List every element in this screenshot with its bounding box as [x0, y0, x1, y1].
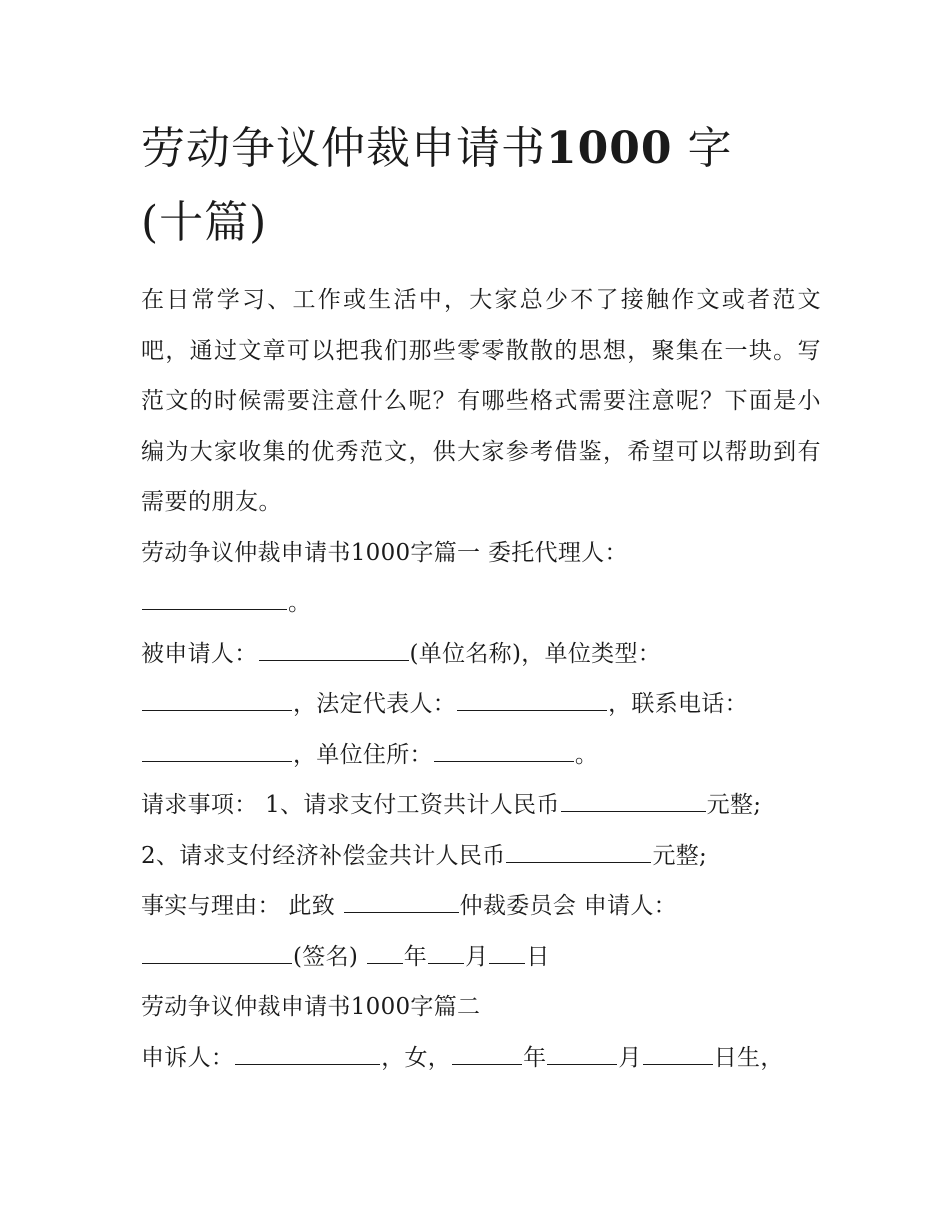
title-text: 劳动争议仲裁申请书: [141, 123, 546, 174]
claim2-line: [141, 831, 821, 882]
legal-rep-line: [141, 679, 821, 730]
title-suffix: 字: [687, 123, 733, 174]
birth-day-blank[interactable]: [643, 1046, 713, 1065]
signature-label: (签名): [293, 943, 359, 970]
month-blank[interactable]: [428, 945, 464, 964]
day-label: 日: [526, 943, 550, 970]
title-subtitle: (十篇): [141, 197, 268, 248]
phone-blank[interactable]: [142, 743, 292, 762]
facts-label: 事实与理由： 此致: [141, 893, 336, 919]
agent-line: [141, 578, 821, 629]
unit-type-blank[interactable]: [142, 692, 292, 711]
committee-blank[interactable]: [344, 894, 459, 913]
address-label: ，单位住所：: [293, 741, 433, 768]
respondent-label: 被申请人：: [141, 640, 258, 667]
address-end: 。: [574, 741, 599, 768]
respondent-blank[interactable]: [259, 642, 409, 661]
signature-blank[interactable]: [142, 945, 292, 964]
address-blank[interactable]: [434, 743, 574, 762]
section1-heading: 劳动争议仲裁申请书1000字篇一 委托代理人：: [141, 539, 628, 566]
document-body: [141, 275, 821, 1083]
compensation-amount-blank[interactable]: [506, 844, 651, 863]
wage-amount-blank[interactable]: [561, 793, 706, 812]
gender-text: ，女，: [381, 1044, 452, 1071]
birth-day-label: 日生，: [713, 1044, 784, 1071]
agent-blank[interactable]: [142, 591, 287, 610]
birth-year-label: 年: [523, 1044, 547, 1071]
claims-unit2: 元整;: [652, 842, 708, 869]
birth-month-blank[interactable]: [547, 1046, 617, 1065]
month-label: 月: [465, 943, 489, 970]
claims-unit1: 元整;: [706, 792, 762, 818]
phone-label: ，联系电话：: [608, 691, 748, 717]
claim2-label: 2、请求支付经济补偿金共计人民币: [141, 842, 506, 869]
claims-line: [141, 780, 821, 831]
birth-month-label: 月: [618, 1044, 642, 1071]
committee-label: 仲裁委员会 申请人：: [459, 893, 677, 919]
day-blank[interactable]: [489, 945, 525, 964]
unit-name-label: (单位名称)，单位类型：: [409, 640, 662, 667]
year-label: 年: [403, 943, 428, 970]
facts-line: [141, 881, 821, 932]
respondent-line: [141, 629, 821, 680]
year-blank[interactable]: [367, 945, 403, 964]
agent-end: 。: [288, 590, 312, 616]
signature-line: [141, 932, 821, 983]
document-title: [141, 112, 821, 260]
birth-year-blank[interactable]: [452, 1046, 522, 1065]
claims-label: 请求事项： 1、请求支付工资共计人民币: [141, 792, 560, 818]
legal-rep-label: ，法定代表人：: [293, 691, 457, 717]
address-line: [141, 730, 821, 781]
complainant-label: 申诉人：: [141, 1044, 235, 1071]
intro-paragraph: 在日常学习、工作或生活中，大家总少不了接触作文或者范文吧，通过文章可以把我们那些零零散散的思想，聚集在一块。写范文的时候需要注意什么呢？有哪些格式需要注意呢？下面是小编为大家收集的优秀范文，供大家参考借鉴，希望可以帮助到有需要的朋友。: [141, 287, 821, 515]
title-number: 1000: [546, 123, 673, 174]
legal-rep-blank[interactable]: [457, 692, 607, 711]
complainant-line: [141, 1033, 821, 1084]
complainant-blank[interactable]: [235, 1046, 380, 1065]
section2-heading: 劳动争议仲裁申请书1000字篇二: [141, 994, 481, 1020]
